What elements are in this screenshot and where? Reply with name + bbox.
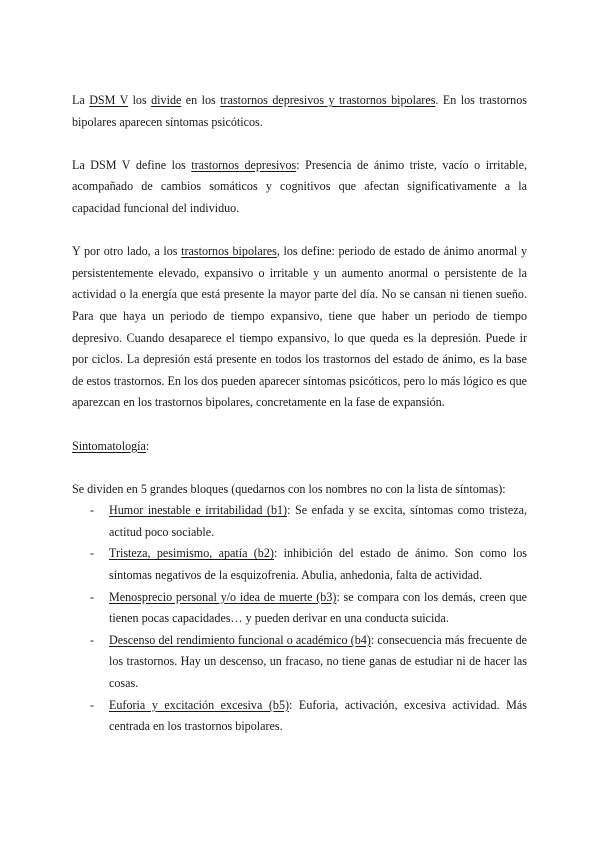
dash-bullet: - (90, 546, 95, 561)
section-heading: Sintomatología: (72, 438, 150, 453)
paragraph-dsm-classification: La DSM V los divide en los trastornos depresivos y trastornos bipolares. En los trastornos bipolares aparecen síntomas psicóticos. (72, 93, 527, 129)
dash-bullet: - (90, 632, 95, 647)
underlined-term: trastornos bipolares (181, 244, 277, 259)
block-name: Euforia y excitación excesiva (b5) (109, 697, 290, 712)
underlined-term: trastornos depresivos y trastornos bipolares (220, 93, 436, 107)
list-intro: Se dividen en 5 grandes bloques (quedarnos con los nombres no con la lista de síntomas): (72, 481, 506, 496)
dash-bullet: - (90, 589, 95, 604)
list-item (72, 500, 527, 543)
paragraph-depressive-definition: La DSM V define los trastornos depresivos: Presencia de ánimo triste, vacío o irritable, acompañado de cambios somáticos y cognitivos que afectan significativamente a la capacidad funcional del individuo. (72, 157, 527, 215)
list-item (72, 587, 527, 630)
block-description: : Se enfada y se excita, síntomas como tristeza, actitud poco sociable. (109, 503, 527, 539)
dash-bullet: - (90, 697, 95, 712)
underlined-term: divide (151, 93, 182, 107)
paragraph-spacer (72, 133, 527, 155)
block-description: : inhibición del estado de ánimo. Son como los síntomas negativos de la esquizofrenia. Abulia, anhedonia, falta de actividad. (109, 546, 527, 583)
section-heading-label: Sintomatología (72, 438, 146, 453)
paragraph-spacer (72, 457, 527, 479)
paragraph-spacer (72, 220, 527, 242)
dash-bullet: - (90, 503, 95, 518)
paragraph-bipolar-definition: Y por otro lado, a los trastornos bipolares, los define: periodo de estado de ánimo anormal y persistentemente elevado, expansivo o irritable y un aumento anormal o persistente de la actividad o la energía que está presente la mayor parte del día. No se cansan ni tienen sueño. Para que haya un periodo de tiempo expansivo, tiene que haber un periodo de tiempo depresivo. Cuando desaparece el tiempo expansivo, lo que queda es la depresión. Puede ir por ciclos. La depresión está presente en todos los trastornos del estado de ánimo, es la base de estos trastornos. En los dos pueden aparecer síntomas psicóticos, pero lo más lógico es que aparezcan en los trastornos bipolares, concretamente en la fase de expansión. (72, 244, 527, 410)
block-name: Humor inestable e irritabilidad (b1) (109, 503, 288, 518)
paragraph-spacer (72, 414, 527, 436)
symptom-blocks-list (72, 500, 527, 738)
underlined-term: trastornos depresivos (191, 157, 297, 172)
block-name: Descenso del rendimiento funcional o académico (b4) (109, 632, 371, 647)
block-description: : Euforia, activación, excesiva actividad. Más centrada en los trastornos bipolares. (109, 697, 527, 734)
block-description: : consecuencia más frecuente de los trastornos. Hay un descenso, un fracaso, no tiene ganas de estudiar ni de hacer las cosas. (109, 632, 527, 691)
block-name: Tristeza, pesimismo, apatía (b2) (109, 546, 274, 561)
document-body (72, 90, 527, 738)
block-description: : se compara con los demás, creen que tienen pocas capacidades… y pueden derivar en una conducta suicida. (109, 589, 527, 626)
list-item (72, 630, 527, 695)
list-item (72, 695, 527, 738)
list-item (72, 543, 527, 586)
underlined-term: DSM V (89, 93, 129, 107)
block-name: Menosprecio personal y/o idea de muerte (b3) (109, 589, 337, 604)
